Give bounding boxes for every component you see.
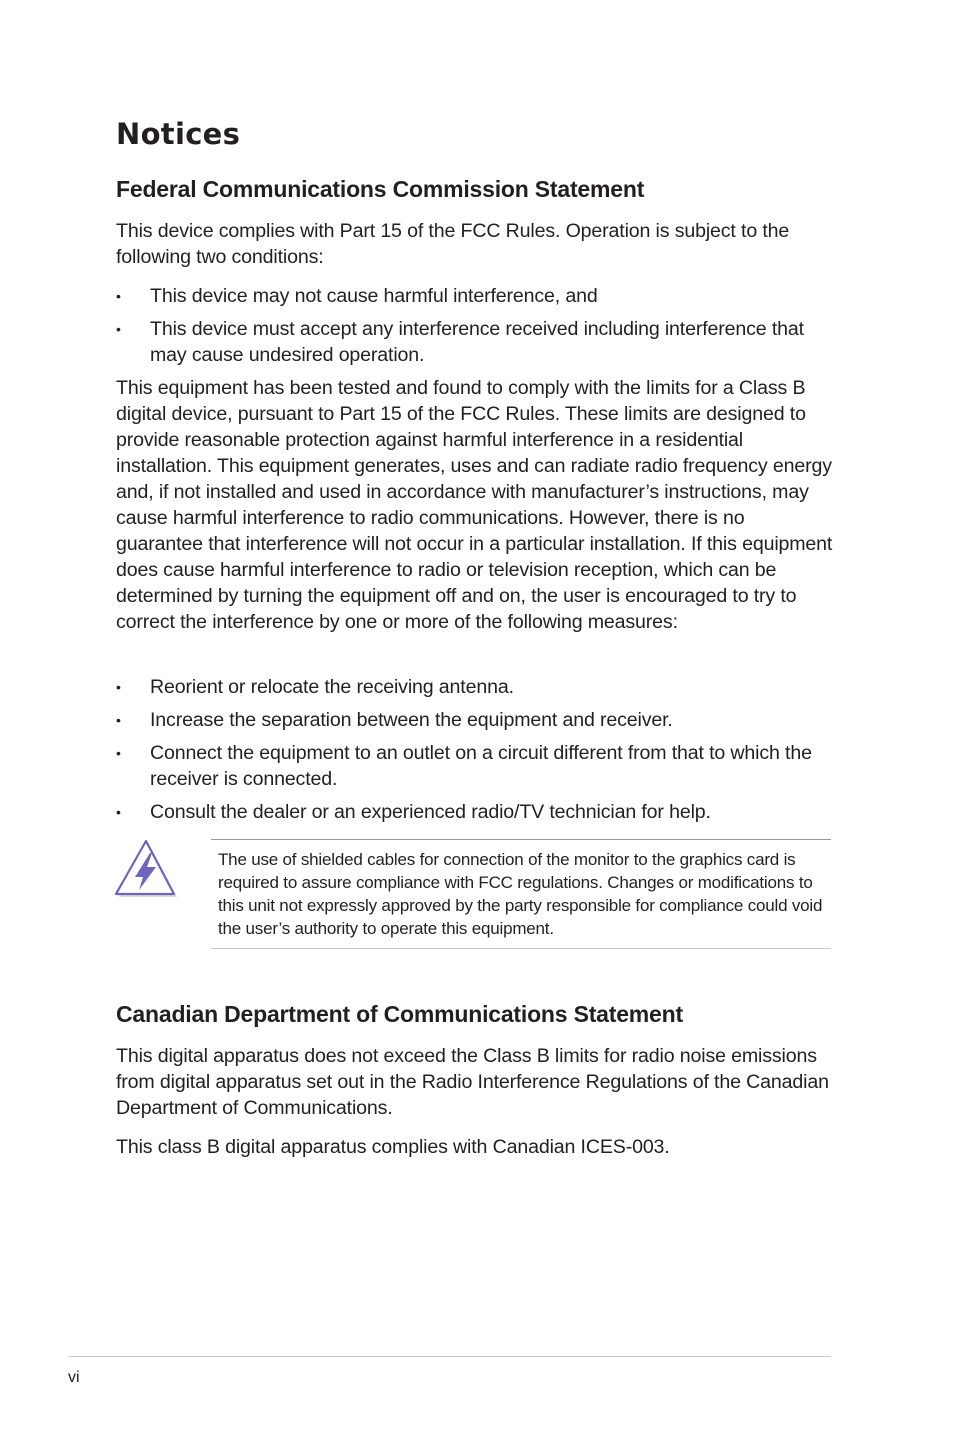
list-item	[116, 674, 836, 700]
list-item	[116, 707, 836, 733]
fcc-body-paragraph: This equipment has been tested and found to comply with the limits for a Class B digital device, pursuant to Part 15 of the FCC Rules. These limits are designed to provide reasonable protection against harmful interference in a residential installation. This equipment generates, uses and can radiate radio frequency energy and, if not installed and used in accordance with manufacturer’s instructions, may cause harmful interference to radio communications. However, there is no guarantee that interference will not occur in a particular installation. If this equipment does cause harmful interference to radio or television reception, which can be determined by turning the equipment off and on, the user is encouraged to try to correct the interference by one or more of the following measures:	[116, 377, 833, 633]
list-item	[116, 283, 836, 309]
fcc-intro-paragraph: This device complies with Part 15 of the FCC Rules. Operation is subject to the following two conditions:	[116, 220, 790, 268]
bullet: •	[116, 712, 121, 728]
warning-icon	[113, 839, 179, 899]
note-text: The use of shielded cables for connection of the monitor to the graphics card is required to assure compliance with FCC regulations. Changes or modifications to this unit not expressly approved by the party responsible for compliance could void the user’s authority to operate this equipment.	[218, 850, 823, 938]
list-item-text: Connect the equipment to an outlet on a circuit different from that to which the receiver is connected.	[150, 742, 812, 790]
bullet: •	[116, 745, 121, 761]
note-box	[211, 839, 831, 949]
bullet: •	[116, 321, 121, 337]
list-item	[116, 316, 836, 368]
fcc-measures-list	[116, 674, 836, 832]
list-item-text: This device must accept any interference received including interference that may cause undesired operation.	[150, 318, 804, 366]
list-item-text: Reorient or relocate the receiving antenna.	[150, 676, 514, 698]
bullet: •	[116, 288, 121, 304]
cdc-paragraph-1: This digital apparatus does not exceed the Class B limits for radio noise emissions from digital apparatus set out in the Radio Interference Regulations of the Canadian Department of Communications.	[116, 1045, 829, 1119]
footer-divider	[68, 1356, 831, 1357]
list-item	[116, 740, 836, 792]
list-item	[116, 799, 836, 825]
bullet: •	[116, 679, 121, 695]
page-title: Notices	[116, 117, 241, 151]
cdc-paragraph-2: This class B digital apparatus complies with Canadian ICES-003.	[116, 1136, 670, 1158]
fcc-section-heading: Federal Communications Commission Statement	[116, 176, 645, 202]
list-item-text: Increase the separation between the equipment and receiver.	[150, 709, 673, 731]
list-item-text: Consult the dealer or an experienced radio/TV technician for help.	[150, 801, 711, 823]
list-item-text: This device may not cause harmful interference, and	[150, 285, 598, 307]
bullet: •	[116, 804, 121, 820]
fcc-conditions-list	[116, 283, 836, 375]
cdc-section-heading: Canadian Department of Communications Statement	[116, 1001, 683, 1027]
page-number: vi	[68, 1369, 80, 1386]
